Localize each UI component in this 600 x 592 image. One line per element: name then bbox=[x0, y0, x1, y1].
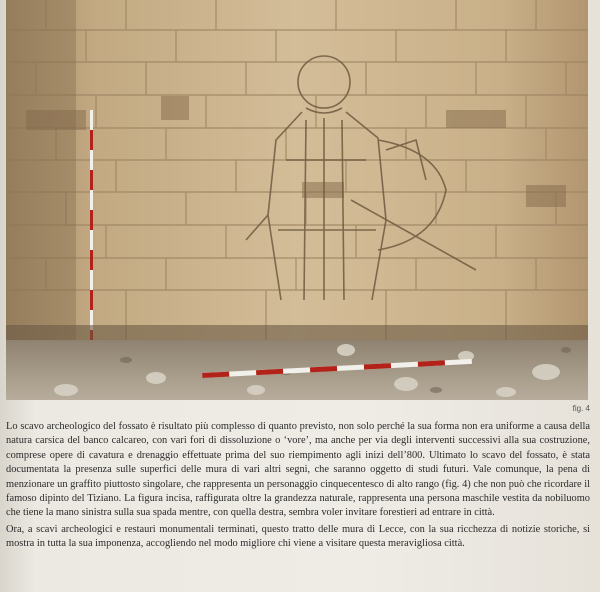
wall-graffito-photo bbox=[6, 0, 588, 400]
paragraph: Ora, a scavi archeologici e restauri monumentali terminati, questo tratto delle mura di Lecce, con la sua ricchezza di notizie storiche, si mostra in tutta la sua imponenza, accogliendo nel modo migliore chi viene a visitare questa meravigliosa città. bbox=[6, 523, 590, 550]
figure-label: fig. 4 bbox=[572, 404, 590, 413]
article-text bbox=[6, 420, 590, 554]
paragraph: Lo scavo archeologico del fossato è risultato più complesso di quanto previsto, non solo perché la sua forma non era uniforme a causa della natura carsica del banco calcareo, con vari fori di dissoluzione o ‘vore’, ma anche per via degli interventi successivi alla sua costruzione, comprese opere di cavatura e drenaggio effettuate prima del suo riempimento agli inizi dell’800. Ultimato lo scavo del fossato, è stata documentata la presenza sulle superfici delle mura di vari altri segni, che saranno oggetto di studi futuri. Vale comunque, la pena di menzionare un graffito piuttosto singolare, che rappresenta un personaggio cinquecentesco di alto rango (fig. 4) che non può che ricordare il famoso dipinto del Tiziano. La figura incisa, raffigurata oltre la grandezza naturale, rappresenta una persona maschile vestita da nobiluomo che tiene la mano sinistra sulla sua spada mentre, con quella destra, sembra voler invitare forestieri ad entrare in città. bbox=[6, 421, 590, 519]
